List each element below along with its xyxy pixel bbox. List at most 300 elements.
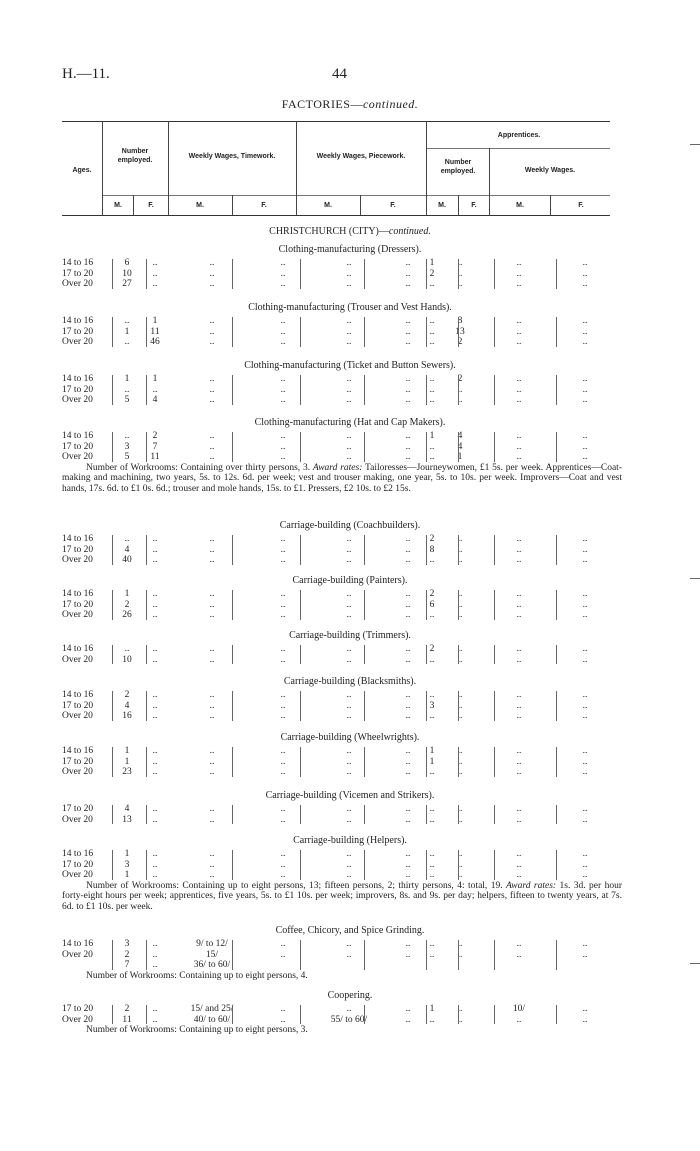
value-cell: ..: [582, 337, 588, 347]
value-cell: ..: [516, 1014, 522, 1025]
value-cell: ..: [405, 589, 411, 599]
value-cell: ..: [429, 654, 435, 665]
value-cell: 1: [152, 316, 158, 326]
value-cell: ..: [346, 711, 352, 721]
value-cell: ..: [457, 544, 463, 555]
value-cell: ..: [405, 1014, 411, 1025]
col-f: F.: [578, 202, 584, 209]
age-cell: Over 20: [62, 555, 93, 565]
value-cell: 15/ and 25/: [190, 1004, 234, 1014]
value-cell: ..: [457, 610, 463, 620]
value-cell: ..: [582, 441, 588, 452]
value-cell: ..: [152, 690, 158, 700]
age-cell: Over 20: [62, 654, 93, 665]
value-cell: ..: [405, 804, 411, 814]
section-title: Clothing-manufacturing (Trouser and Vest Hands).: [248, 302, 452, 313]
value-cell: ..: [209, 654, 215, 665]
value-cell: ..: [405, 859, 411, 870]
value-cell: ..: [346, 644, 352, 654]
value-cell: ..: [429, 767, 435, 777]
value-cell: ..: [209, 767, 215, 777]
value-cell: 4: [124, 804, 130, 814]
value-cell: ..: [346, 279, 352, 289]
value-cell: 1: [124, 374, 130, 384]
value-cell: ..: [280, 870, 286, 880]
value-cell: ..: [209, 534, 215, 544]
value-cell: ..: [582, 279, 588, 289]
col-m: M.: [516, 202, 524, 209]
value-cell: 2: [457, 374, 463, 384]
value-cell: ..: [582, 859, 588, 870]
value-cell: ..: [582, 544, 588, 555]
col-f: F.: [261, 202, 267, 209]
value-cell: 2: [457, 337, 463, 347]
value-cell: ..: [280, 654, 286, 665]
award-rates-label: Award rates:: [506, 880, 557, 891]
age-cell: 14 to 16: [62, 939, 94, 949]
value-cell: ..: [280, 337, 286, 347]
value-cell: ..: [516, 374, 522, 384]
value-cell: 11: [150, 452, 160, 462]
value-cell: ..: [209, 700, 215, 711]
value-cell: ..: [346, 746, 352, 756]
value-cell: ..: [429, 374, 435, 384]
value-cell: ..: [346, 589, 352, 599]
value-cell: ..: [280, 555, 286, 565]
value-cell: ..: [209, 452, 215, 462]
city-heading: CHRISTCHURCH (CITY)—continued.: [269, 226, 431, 237]
value-cell: ..: [429, 279, 435, 289]
age-cell: 17 to 20: [62, 859, 94, 870]
age-cell: 14 to 16: [62, 374, 94, 384]
value-cell: ..: [152, 610, 158, 620]
value-cell: ..: [152, 589, 158, 599]
value-cell: ..: [582, 374, 588, 384]
value-cell: ..: [457, 555, 463, 565]
value-cell: ..: [516, 949, 522, 960]
value-cell: ..: [457, 644, 463, 654]
value-cell: ..: [280, 939, 286, 949]
value-cell: ..: [429, 555, 435, 565]
value-cell: ..: [346, 939, 352, 949]
value-cell: ..: [280, 644, 286, 654]
value-cell: ..: [457, 1014, 463, 1025]
value-cell: ..: [280, 804, 286, 814]
value-cell: ..: [405, 756, 411, 767]
value-cell: 27: [122, 279, 132, 289]
value-cell: ..: [152, 814, 158, 825]
age-cell: Over 20: [62, 767, 93, 777]
value-cell: ..: [405, 544, 411, 555]
value-cell: ..: [280, 849, 286, 859]
value-cell: ..: [405, 452, 411, 462]
value-cell: ..: [457, 395, 463, 405]
value-cell: ..: [152, 939, 158, 949]
value-cell: ..: [516, 610, 522, 620]
value-cell: ..: [582, 711, 588, 721]
value-cell: ..: [280, 1004, 286, 1014]
section-title: Coopering.: [327, 990, 373, 1001]
value-cell: ..: [152, 599, 158, 610]
value-cell: ..: [346, 949, 352, 960]
value-cell: ..: [429, 849, 435, 859]
age-cell: 14 to 16: [62, 534, 94, 544]
value-cell: ..: [429, 337, 435, 347]
note-rates: 1s. 3d. per hour forty-eight hours per week; apprentices, five years, 5s. to £1 10s. per week; improvers, 8s. and 9s. per day; helpers, fifteen to twenty years, at 7s. 6d. to £1 10s. per week.: [62, 880, 623, 912]
value-cell: ..: [516, 804, 522, 814]
value-cell: ..: [209, 690, 215, 700]
value-cell: 2: [152, 431, 158, 441]
value-cell: ..: [209, 589, 215, 599]
value-cell: ..: [457, 1004, 463, 1014]
value-cell: ..: [457, 711, 463, 721]
value-cell: ..: [346, 452, 352, 462]
value-cell: ..: [280, 431, 286, 441]
value-cell: ..: [516, 555, 522, 565]
value-cell: ..: [516, 589, 522, 599]
age-cell: Over 20: [62, 395, 93, 405]
age-cell: Over 20: [62, 452, 93, 462]
value-cell: ..: [582, 431, 588, 441]
value-cell: ..: [582, 589, 588, 599]
value-cell: ..: [209, 746, 215, 756]
value-cell: ..: [582, 268, 588, 279]
value-cell: 2: [124, 1004, 130, 1014]
note-text: Number of Workrooms: Containing up to eight persons, 13; fifteen persons, 2; thirty persons, 4: total, 19.: [86, 880, 507, 891]
value-cell: ..: [457, 279, 463, 289]
value-cell: ..: [346, 441, 352, 452]
section-title: Carriage-building (Painters).: [292, 575, 408, 586]
section-title: Carriage-building (Wheelwrights).: [280, 732, 420, 743]
value-cell: ..: [280, 316, 286, 326]
value-cell: 1: [429, 258, 435, 268]
value-cell: ..: [346, 870, 352, 880]
value-cell: ..: [457, 870, 463, 880]
value-cell: ..: [516, 814, 522, 825]
value-cell: ..: [280, 384, 286, 395]
value-cell: ..: [405, 384, 411, 395]
age-cell: 14 to 16: [62, 644, 94, 654]
value-cell: ..: [516, 939, 522, 949]
value-cell: ..: [346, 859, 352, 870]
section-note: [62, 971, 622, 982]
value-cell: ..: [516, 700, 522, 711]
value-cell: ..: [152, 849, 158, 859]
value-cell: ..: [457, 700, 463, 711]
value-cell: 4: [152, 395, 158, 405]
value-cell: ..: [280, 767, 286, 777]
value-cell: ..: [429, 939, 435, 949]
value-cell: 1: [124, 589, 130, 599]
value-cell: ..: [209, 599, 215, 610]
section-title: Carriage-building (Trimmers).: [289, 630, 411, 641]
value-cell: ..: [209, 644, 215, 654]
value-cell: 6: [429, 599, 435, 610]
value-cell: ..: [152, 258, 158, 268]
value-cell: ..: [152, 534, 158, 544]
value-cell: 2: [429, 268, 435, 279]
value-cell: 4: [124, 544, 130, 555]
value-cell: 40: [122, 555, 132, 565]
value-cell: ..: [209, 337, 215, 347]
section-title: Carriage-building (Helpers).: [293, 835, 407, 846]
value-cell: 5: [124, 395, 130, 405]
value-cell: ..: [582, 700, 588, 711]
award-rates-label: Award rates:: [312, 462, 363, 473]
value-cell: ..: [152, 767, 158, 777]
value-cell: ..: [429, 395, 435, 405]
age-cell: Over 20: [62, 870, 93, 880]
value-cell: ..: [516, 859, 522, 870]
value-cell: ..: [152, 1014, 158, 1025]
section-title: Clothing-manufacturing (Dressers).: [278, 244, 422, 255]
age-cell: 17 to 20: [62, 326, 94, 337]
value-cell: ..: [280, 534, 286, 544]
value-cell: ..: [405, 395, 411, 405]
value-cell: ..: [582, 690, 588, 700]
value-cell: ..: [346, 268, 352, 279]
value-cell: ..: [124, 534, 130, 544]
col-apprentices: Apprentices.: [497, 132, 541, 139]
value-cell: 1: [124, 870, 130, 880]
value-cell: ..: [152, 711, 158, 721]
value-cell: ..: [346, 814, 352, 825]
value-cell: ..: [582, 1014, 588, 1025]
value-cell: ..: [405, 644, 411, 654]
value-cell: ..: [346, 804, 352, 814]
value-cell: ..: [346, 599, 352, 610]
value-cell: ..: [405, 849, 411, 859]
value-cell: ..: [209, 859, 215, 870]
value-cell: ..: [516, 654, 522, 665]
value-cell: 2: [124, 690, 130, 700]
col-m: M.: [438, 202, 446, 209]
value-cell: ..: [457, 654, 463, 665]
value-cell: 2: [124, 599, 130, 610]
value-cell: ..: [457, 534, 463, 544]
value-cell: ..: [346, 690, 352, 700]
age-cell: 17 to 20: [62, 599, 94, 610]
document-id: H.—11.: [62, 66, 110, 82]
value-cell: ..: [124, 316, 130, 326]
value-cell: 11: [122, 1014, 132, 1025]
value-cell: ..: [152, 1004, 158, 1014]
value-cell: ..: [457, 589, 463, 599]
value-cell: ..: [429, 452, 435, 462]
value-cell: ..: [346, 337, 352, 347]
value-cell: ..: [209, 849, 215, 859]
value-cell: ..: [429, 804, 435, 814]
value-cell: ..: [405, 711, 411, 721]
value-cell: ..: [405, 555, 411, 565]
value-cell: 5: [124, 452, 130, 462]
value-cell: ..: [516, 326, 522, 337]
value-cell: ..: [429, 1014, 435, 1025]
value-cell: ..: [209, 279, 215, 289]
value-cell: ..: [582, 746, 588, 756]
value-cell: ..: [280, 690, 286, 700]
value-cell: ..: [346, 316, 352, 326]
col-f: F.: [471, 202, 477, 209]
value-cell: 46: [150, 337, 160, 347]
col-m: M.: [324, 202, 332, 209]
value-cell: 1: [429, 756, 435, 767]
section-title: Carriage-building (Blacksmiths).: [283, 676, 417, 687]
value-cell: ..: [209, 804, 215, 814]
value-cell: ..: [346, 326, 352, 337]
value-cell: ..: [280, 452, 286, 462]
value-cell: ..: [209, 870, 215, 880]
value-cell: ..: [582, 767, 588, 777]
value-cell: ..: [280, 544, 286, 555]
value-cell: ..: [582, 939, 588, 949]
value-cell: ..: [280, 859, 286, 870]
value-cell: ..: [516, 599, 522, 610]
value-cell: 3: [124, 441, 130, 452]
value-cell: ..: [429, 711, 435, 721]
value-cell: ..: [582, 1004, 588, 1014]
value-cell: ..: [405, 374, 411, 384]
value-cell: ..: [429, 870, 435, 880]
note-rates: Tailoresses—Journeywomen, £1 5s. per week. Apprentices—Coat-making and machining, two years, 5s. to 12s. 6d. per week; vest and trouser making, one year, 5s. to 10s. per week. Improvers—Coat and vest hands, 17s. 6d. to £1 0s. 6d.; trouser and mole hands, 15s. to £1. Pressers, £2 10s. to £2 15s.: [62, 462, 622, 494]
age-cell: Over 20: [62, 711, 93, 721]
col-m: M.: [196, 202, 204, 209]
value-cell: ..: [280, 700, 286, 711]
value-cell: ..: [516, 534, 522, 544]
value-cell: ..: [516, 644, 522, 654]
value-cell: ..: [152, 279, 158, 289]
value-cell: ..: [280, 326, 286, 337]
age-cell: Over 20: [62, 610, 93, 620]
value-cell: 1: [152, 374, 158, 384]
age-cell: 14 to 16: [62, 690, 94, 700]
value-cell: ..: [280, 441, 286, 452]
value-cell: ..: [582, 804, 588, 814]
value-cell: 3: [124, 939, 130, 949]
value-cell: ..: [209, 384, 215, 395]
age-cell: 17 to 20: [62, 700, 94, 711]
value-cell: ..: [405, 814, 411, 825]
value-cell: ..: [405, 534, 411, 544]
value-cell: ..: [516, 452, 522, 462]
value-cell: ..: [152, 268, 158, 279]
value-cell: ..: [429, 690, 435, 700]
value-cell: ..: [209, 610, 215, 620]
value-cell: 4: [457, 431, 463, 441]
value-cell: ..: [209, 544, 215, 555]
value-cell: ..: [152, 804, 158, 814]
value-cell: 2: [429, 644, 435, 654]
value-cell: ..: [209, 431, 215, 441]
value-cell: ..: [582, 395, 588, 405]
value-cell: ..: [280, 711, 286, 721]
value-cell: 1: [124, 326, 130, 337]
value-cell: ..: [582, 610, 588, 620]
value-cell: ..: [405, 599, 411, 610]
value-cell: 8: [457, 316, 463, 326]
value-cell: 1: [457, 452, 463, 462]
value-cell: ..: [405, 316, 411, 326]
age-cell: 17 to 20: [62, 268, 94, 279]
value-cell: ..: [280, 610, 286, 620]
value-cell: ..: [346, 1004, 352, 1014]
value-cell: ..: [152, 654, 158, 665]
value-cell: 55/ to 60/: [330, 1014, 368, 1025]
value-cell: ..: [457, 814, 463, 825]
value-cell: ..: [280, 599, 286, 610]
value-cell: 1: [429, 746, 435, 756]
value-cell: ..: [280, 814, 286, 825]
value-cell: 1: [429, 431, 435, 441]
value-cell: ..: [405, 746, 411, 756]
value-cell: ..: [280, 589, 286, 599]
value-cell: ..: [152, 555, 158, 565]
value-cell: ..: [346, 700, 352, 711]
value-cell: 10: [122, 654, 132, 665]
value-cell: ..: [405, 431, 411, 441]
value-cell: 40/ to 60/: [193, 1014, 231, 1025]
value-cell: ..: [582, 814, 588, 825]
value-cell: 1: [124, 756, 130, 767]
value-cell: ..: [209, 258, 215, 268]
value-cell: ..: [429, 316, 435, 326]
value-cell: ..: [405, 949, 411, 960]
value-cell: ..: [152, 746, 158, 756]
value-cell: ..: [280, 756, 286, 767]
value-cell: ..: [582, 316, 588, 326]
value-cell: ..: [280, 268, 286, 279]
age-cell: 14 to 16: [62, 589, 94, 599]
value-cell: ..: [582, 654, 588, 665]
value-cell: ..: [209, 374, 215, 384]
value-cell: 2: [429, 589, 435, 599]
age-cell: 14 to 16: [62, 849, 94, 859]
value-cell: ..: [209, 326, 215, 337]
value-cell: ..: [457, 859, 463, 870]
value-cell: 1: [124, 849, 130, 859]
value-cell: ..: [582, 849, 588, 859]
value-cell: ..: [152, 960, 158, 970]
value-cell: ..: [280, 258, 286, 268]
value-cell: ..: [346, 544, 352, 555]
value-cell: ..: [457, 599, 463, 610]
value-cell: ..: [280, 949, 286, 960]
value-cell: 13: [455, 326, 465, 337]
age-cell: 17 to 20: [62, 384, 94, 395]
value-cell: ..: [516, 316, 522, 326]
age-cell: Over 20: [62, 1014, 93, 1025]
age-cell: 14 to 16: [62, 431, 94, 441]
section-title: Carriage-building (Vicemen and Strikers).: [265, 790, 435, 801]
value-cell: ..: [346, 258, 352, 268]
value-cell: ..: [582, 384, 588, 395]
value-cell: ..: [209, 268, 215, 279]
section-note: [62, 881, 622, 913]
value-cell: ..: [280, 1014, 286, 1025]
note-text: Number of Workrooms: Containing up to eight persons, 3.: [86, 1025, 308, 1035]
value-cell: ..: [152, 870, 158, 880]
value-cell: ..: [152, 700, 158, 711]
value-cell: ..: [582, 949, 588, 960]
value-cell: ..: [405, 690, 411, 700]
value-cell: 16: [122, 711, 132, 721]
value-cell: ..: [346, 767, 352, 777]
value-cell: 2: [429, 534, 435, 544]
value-cell: ..: [429, 441, 435, 452]
value-cell: ..: [152, 949, 158, 960]
section-title: Clothing-manufacturing (Hat and Cap Makers).: [254, 417, 446, 428]
value-cell: ..: [457, 384, 463, 395]
